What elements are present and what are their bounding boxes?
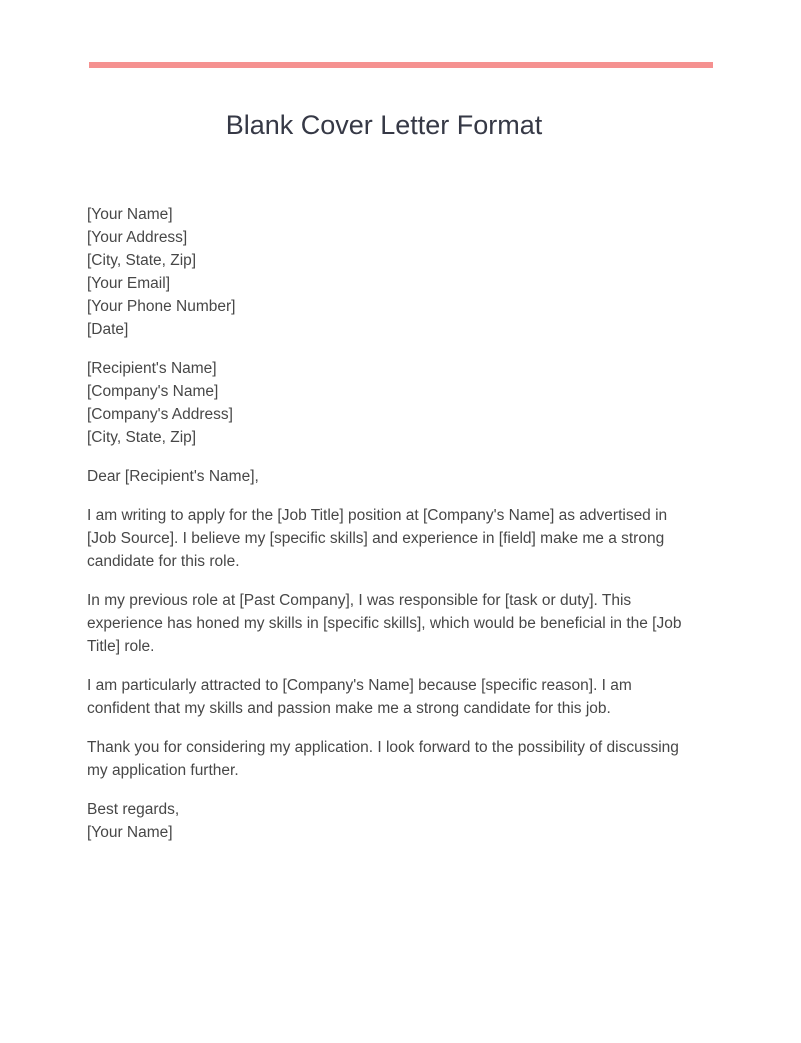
salutation: Dear [Recipient's Name], bbox=[87, 468, 259, 485]
body-paragraph-experience: In my previous role at [Past Company], I was responsible for [task or duty]. This experience has honed my skills in [specific skills], which would be beneficial in the [Job Title] role. bbox=[87, 592, 682, 655]
recipient-company-address: [Company's Address] bbox=[87, 406, 233, 423]
signature-name: [Your Name] bbox=[87, 824, 173, 841]
sender-email: [Your Email] bbox=[87, 275, 170, 292]
accent-divider bbox=[89, 62, 713, 68]
letter-date: [Date] bbox=[87, 321, 129, 338]
closing-phrase: Best regards, bbox=[87, 801, 180, 818]
sender-block bbox=[87, 203, 687, 341]
recipient-block bbox=[87, 357, 687, 449]
sender-city-state-zip: [City, State, Zip] bbox=[87, 252, 197, 269]
body-paragraph-intro: I am writing to apply for the [Job Title] position at [Company's Name] as advertised in [Job Source]. I believe my [specific skills] and experience in [field] make me a strong candidate for this role. bbox=[87, 507, 668, 570]
sender-phone: [Your Phone Number] bbox=[87, 298, 236, 315]
signature-block bbox=[87, 798, 687, 844]
sender-address: [Your Address] bbox=[87, 229, 188, 246]
recipient-city-state-zip: [City, State, Zip] bbox=[87, 429, 197, 446]
recipient-name: [Recipient's Name] bbox=[87, 360, 217, 377]
body-paragraph-closing: Thank you for considering my application. I look forward to the possibility of discussing my application further. bbox=[87, 739, 679, 779]
sender-name: [Your Name] bbox=[87, 206, 173, 223]
document-title: Blank Cover Letter Format bbox=[225, 110, 543, 140]
body-paragraph-motivation: I am particularly attracted to [Company's Name] because [specific reason]. I am confident that my skills and passion make me a strong candidate for this job. bbox=[87, 677, 632, 717]
recipient-company: [Company's Name] bbox=[87, 383, 219, 400]
letter-body bbox=[87, 203, 687, 860]
